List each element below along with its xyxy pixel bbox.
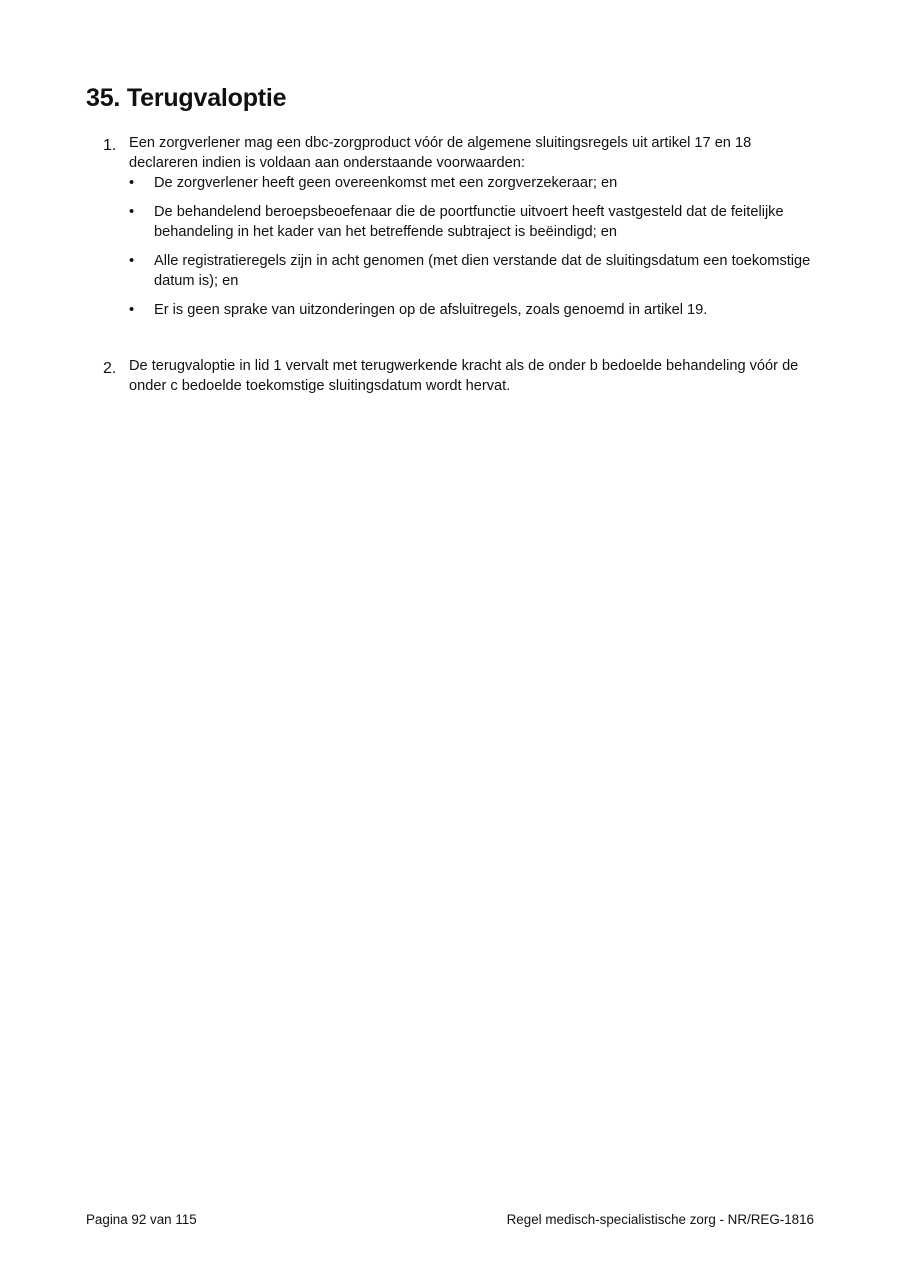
footer-document-title: Regel medisch-specialistische zorg - NR/REG-1816 [506,1212,814,1227]
item-text: Een zorgverlener mag een dbc-zorgproduct vóór de algemene sluitingsregels uit artikel 17 en 18 declareren indien is voldaan aan onderstaande voorwaarden: [129,135,752,171]
list-item-text: Er is geen sprake van uitzonderingen op de afsluitregels, zoals genoemd in artikel 19. [154,302,708,318]
list-item [129,251,820,291]
list-item-text: De behandelend beroepsbeoefenaar die de poortfunctie uitvoert heeft vastgesteld dat de feitelijke behandeling in het kader van het betreffende subtraject is beëindigd; en [154,204,784,240]
bullet-icon: • [129,204,135,220]
item-number: 1. [103,137,117,154]
footer-page-number: Pagina 92 van 115 [86,1212,197,1227]
list-item-text: Alle registratieregels zijn in acht genomen (met dien verstande dat de sluitingsdatum een toekomstige datum is); en [154,253,811,289]
bullet-icon: • [129,175,135,191]
list-item [129,173,820,193]
item-number: 2. [103,360,117,377]
list-item [129,202,820,242]
bullet-icon: • [129,253,135,269]
bullet-icon: • [129,302,135,318]
list-item [129,300,820,320]
item-text: De terugvaloptie in lid 1 vervalt met terugwerkende kracht als de onder b bedoelde behandeling vóór de onder c bedoelde toekomstige sluitingsdatum wordt hervat. [129,358,799,394]
conditions-list [129,173,820,320]
article-item-2 [100,356,820,396]
article-item-1 [100,133,820,329]
section-heading: 35. Terugvaloptie [86,84,287,112]
list-item-text: De zorgverlener heeft geen overeenkomst met een zorgverzekeraar; en [154,175,618,191]
